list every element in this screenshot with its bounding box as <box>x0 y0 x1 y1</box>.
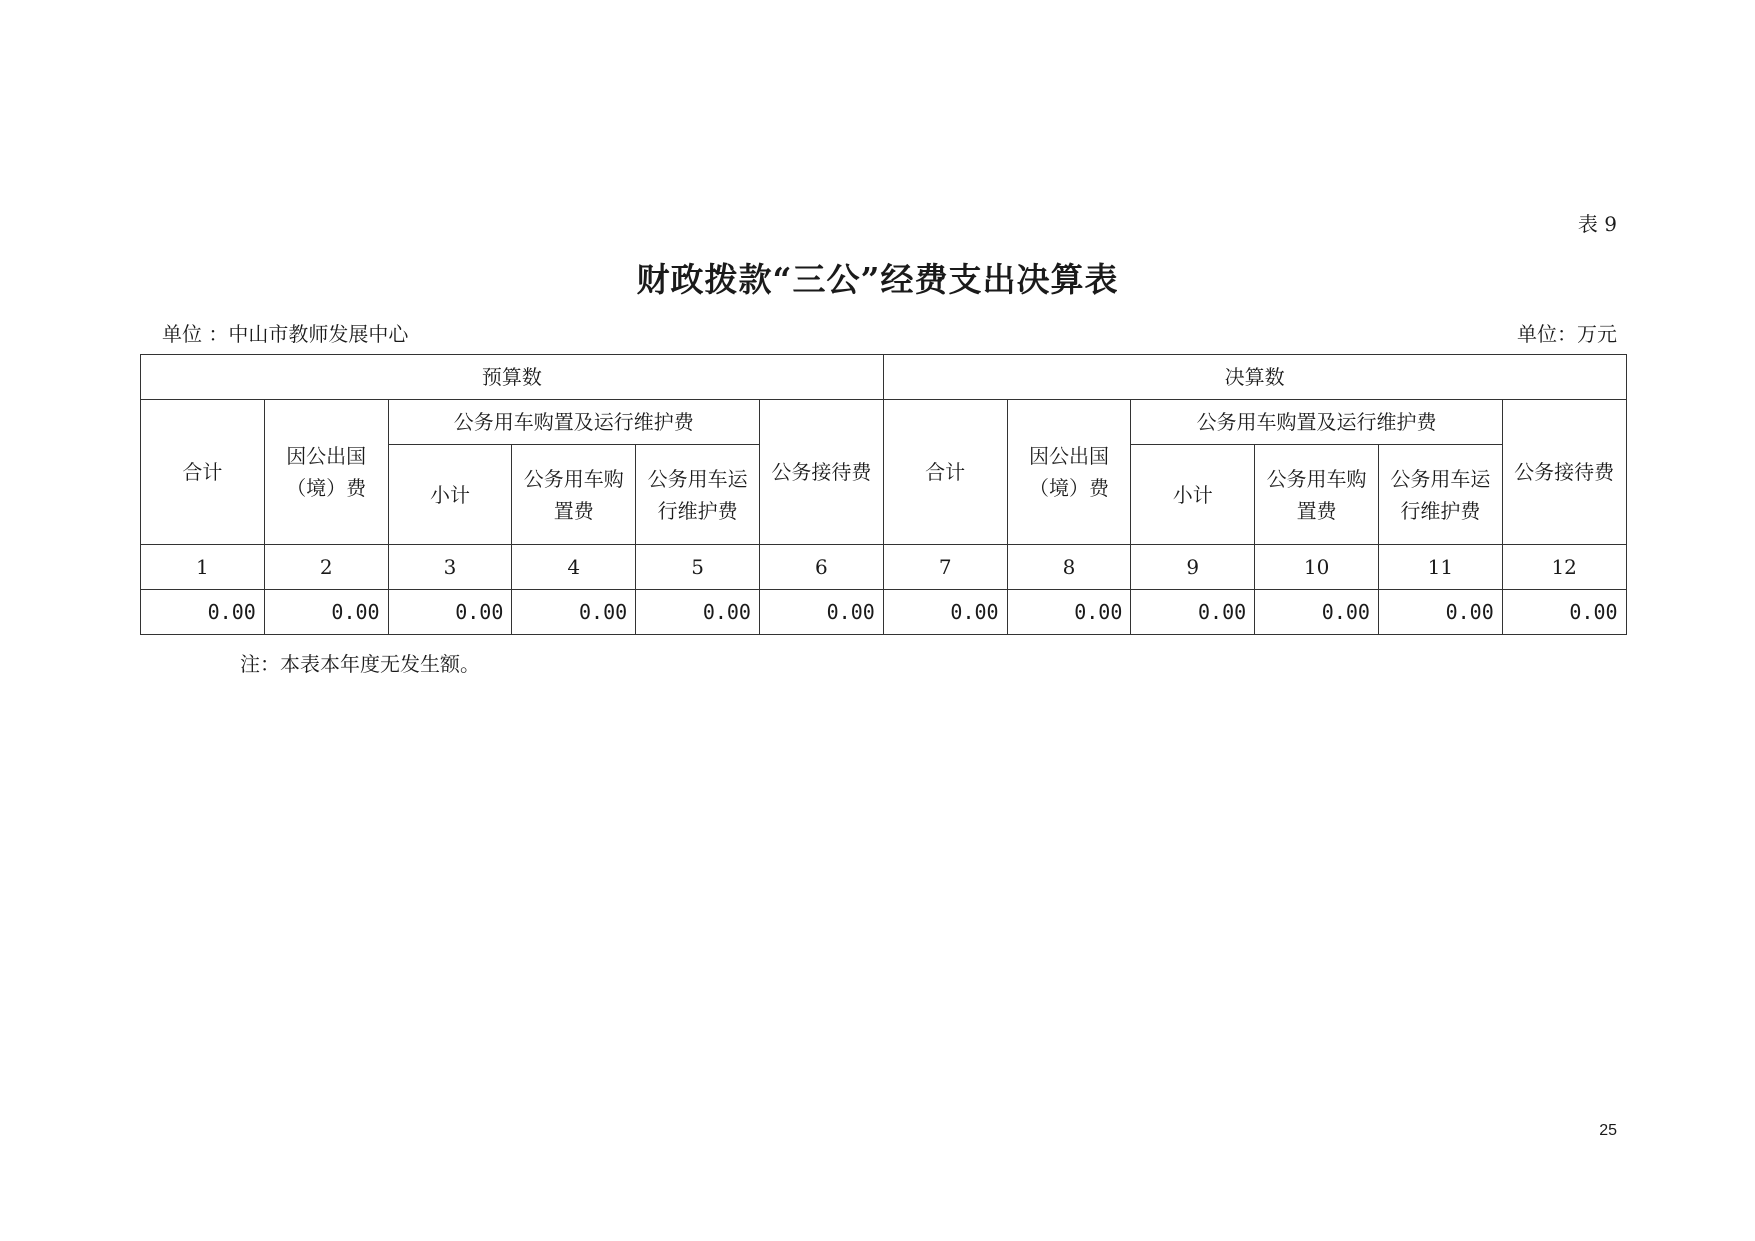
header-vehicle-group: 公务用车购置及运行维护费 <box>1131 400 1502 445</box>
value-cell: 0.00 <box>388 590 512 635</box>
header-vehicle-purchase: 公务用车购置费 <box>1255 445 1379 545</box>
value-cell: 0.00 <box>1255 590 1379 635</box>
header-subtotal: 小计 <box>388 445 512 545</box>
value-cell: 0.00 <box>1502 590 1626 635</box>
header-vehicle-group: 公务用车购置及运行维护费 <box>388 400 759 445</box>
value-cell: 0.00 <box>636 590 760 635</box>
value-cell: 0.00 <box>264 590 388 635</box>
column-number: 8 <box>1007 545 1131 590</box>
column-number: 3 <box>388 545 512 590</box>
column-number: 2 <box>264 545 388 590</box>
column-number: 7 <box>883 545 1007 590</box>
column-number: 10 <box>1255 545 1379 590</box>
page-number: 25 <box>1599 1122 1617 1139</box>
value-cell: 0.00 <box>1131 590 1255 635</box>
header-vehicle-maintenance: 公务用车运行维护费 <box>636 445 760 545</box>
column-number: 1 <box>141 545 265 590</box>
header-subtotal: 小计 <box>1131 445 1255 545</box>
unit-organization: 单位 ：中山市教师发展中心 <box>162 322 409 346</box>
value-cell: 0.00 <box>1007 590 1131 635</box>
table-number: 表 9 <box>1577 212 1617 236</box>
value-cell: 0.00 <box>512 590 636 635</box>
group-header-budget: 预算数 <box>141 355 884 400</box>
header-total: 合计 <box>141 400 265 545</box>
value-row <box>141 590 1627 635</box>
expense-table <box>140 354 1627 635</box>
value-cell: 0.00 <box>759 590 883 635</box>
value-cell: 0.00 <box>141 590 265 635</box>
page-title: 财政拨款“三公”经费支出决算表 <box>636 260 1119 299</box>
header-reception: 公务接待费 <box>759 400 883 545</box>
header-total: 合计 <box>883 400 1007 545</box>
column-number: 6 <box>759 545 883 590</box>
column-number: 4 <box>512 545 636 590</box>
header-abroad: 因公出国（境）费 <box>1007 400 1131 545</box>
column-number: 11 <box>1378 545 1502 590</box>
column-number-row <box>141 545 1627 590</box>
unit-currency: 单位：万元 <box>1517 322 1617 346</box>
column-number: 5 <box>636 545 760 590</box>
column-number: 12 <box>1502 545 1626 590</box>
table-note: 注：本表本年度无发生额。 <box>240 652 480 676</box>
value-cell: 0.00 <box>883 590 1007 635</box>
header-vehicle-purchase: 公务用车购置费 <box>512 445 636 545</box>
value-cell: 0.00 <box>1378 590 1502 635</box>
header-abroad: 因公出国（境）费 <box>264 400 388 545</box>
header-vehicle-maintenance: 公务用车运行维护费 <box>1378 445 1502 545</box>
column-number: 9 <box>1131 545 1255 590</box>
header-reception: 公务接待费 <box>1502 400 1626 545</box>
group-header-final: 决算数 <box>883 355 1626 400</box>
